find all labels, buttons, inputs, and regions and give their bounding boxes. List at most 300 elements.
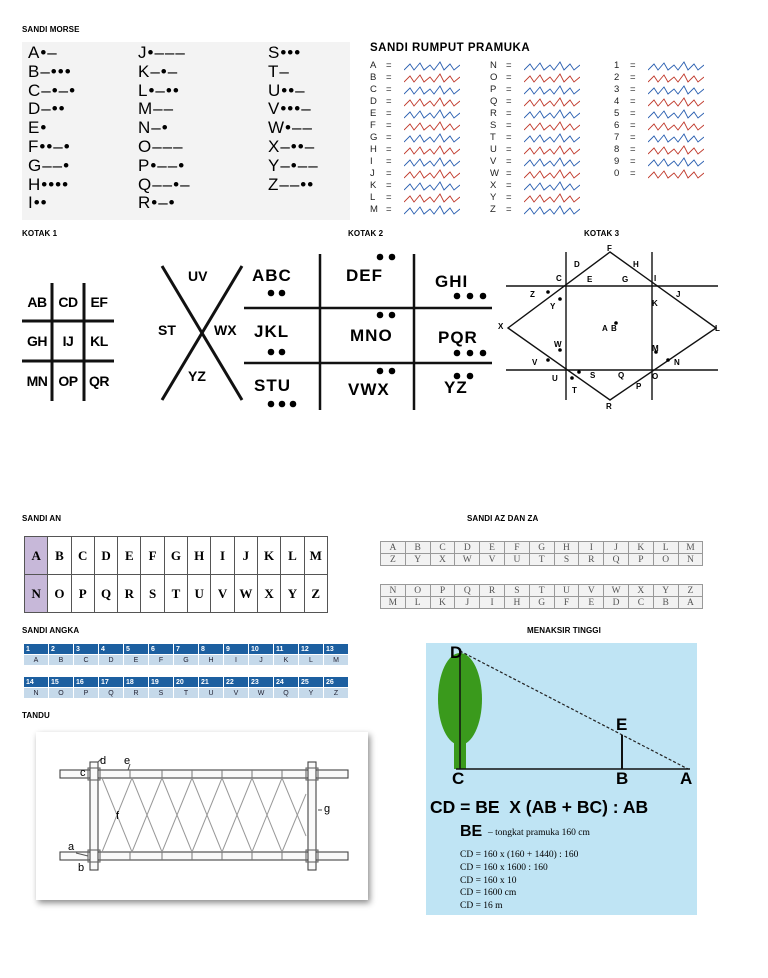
table-cell: X: [628, 585, 653, 597]
rumput-symbol-icon: [524, 193, 580, 203]
kotak-3-letter: U: [552, 374, 558, 383]
tandu-diagram-panel: [36, 732, 368, 900]
rumput-column-2: [490, 60, 580, 216]
rumput-letter: U: [490, 144, 497, 155]
rumput-letter: 7: [614, 132, 620, 143]
rumput-symbol-icon: [648, 109, 704, 119]
tandu-label-c: c: [80, 767, 86, 779]
table-cell: 17: [99, 677, 124, 688]
calc-step: CD = 160 x (160 + 1440) : 160: [460, 850, 579, 860]
table-cell: J: [455, 597, 480, 609]
be-description: – tongkat pramuka 160 cm: [488, 828, 590, 838]
rumput-symbol-icon: [404, 205, 460, 215]
table-cell: L: [281, 537, 304, 575]
table-cell: U: [188, 575, 211, 613]
table-cell: R: [579, 554, 604, 566]
table-cell: H: [188, 537, 211, 575]
rumput-entry: [614, 84, 704, 96]
morse-table: [22, 42, 350, 220]
rumput-symbol-icon: [524, 205, 580, 215]
kotak-3-letter: V: [532, 358, 538, 367]
table-cell: 5: [124, 644, 149, 655]
label-sandi-morse: SANDI MORSE: [22, 25, 80, 34]
tandu-label-g: g: [324, 803, 331, 815]
rumput-equals: =: [630, 72, 636, 83]
rumput-letter: 1: [614, 60, 620, 71]
rumput-letter: 8: [614, 144, 620, 155]
rumput-letter: L: [370, 192, 376, 203]
kotak-1-cell: GH: [27, 333, 47, 349]
rumput-equals: =: [386, 192, 392, 203]
table-cell: X: [257, 575, 280, 613]
kotak-3-letter: P: [636, 382, 642, 391]
rumput-entry: [370, 168, 460, 180]
rumput-equals: =: [386, 96, 392, 107]
kotak-3-letter: D: [574, 260, 580, 269]
tandu-label-d: d: [100, 755, 107, 767]
table-row: [24, 677, 349, 688]
table-cell: 7: [174, 644, 199, 655]
rumput-entry: [490, 204, 580, 216]
rumput-entry: [490, 120, 580, 132]
kotak-2-cell: VWX: [348, 380, 390, 399]
table-cell: P: [430, 585, 455, 597]
table-cell: I: [224, 655, 249, 666]
rumput-equals: =: [506, 180, 512, 191]
rumput-equals: =: [386, 156, 392, 167]
table-cell: D: [455, 542, 480, 554]
table-cell: Z: [324, 688, 349, 699]
tandu-label-f: f: [116, 810, 120, 822]
morse-entry: H••••: [28, 174, 70, 194]
table-cell: 15: [49, 677, 74, 688]
table-cell: F: [554, 597, 579, 609]
rumput-entry: [490, 144, 580, 156]
kotak-3-letter: G: [622, 275, 629, 284]
table-cell: A: [381, 542, 406, 554]
rumput-letter: I: [370, 156, 373, 167]
label-menaksir-tinggi: MENAKSIR TINGGI: [527, 626, 601, 635]
kotak-3-letter: O: [652, 372, 659, 381]
morse-entry: N–•: [138, 118, 169, 138]
table-cell: B: [49, 655, 74, 666]
rumput-equals: =: [506, 144, 512, 155]
rumput-equals: =: [386, 168, 392, 179]
table-cell: K: [628, 542, 653, 554]
morse-entry: O–––: [138, 136, 184, 156]
table-cell: 23: [249, 677, 274, 688]
rumput-symbol-icon: [524, 181, 580, 191]
calc-step: CD = 160 x 10: [460, 875, 517, 886]
table-cell: K: [274, 655, 299, 666]
table-cell: I: [211, 537, 234, 575]
morse-column-3: [268, 44, 319, 194]
table-cell: R: [118, 575, 141, 613]
table-cell: R: [480, 585, 505, 597]
rumput-letter: Z: [490, 204, 496, 215]
kotak-1-cell: QR: [89, 373, 109, 389]
rumput-letter: T: [490, 132, 496, 143]
kotak-1-cell: CD: [58, 294, 78, 310]
table-cell: M: [678, 542, 703, 554]
rumput-symbol-icon: [404, 157, 460, 167]
rumput-letter: F: [370, 120, 376, 131]
rumput-entry: [370, 192, 460, 204]
kotak-2-cell: JKL: [254, 322, 290, 341]
table-cell: G: [164, 537, 187, 575]
rumput-equals: =: [386, 132, 392, 143]
rumput-equals: =: [506, 96, 512, 107]
rumput-letter: X: [490, 180, 497, 191]
table-cell: T: [529, 585, 554, 597]
rumput-letter: J: [370, 168, 375, 179]
table-cell: N: [381, 585, 406, 597]
table-row: [381, 542, 703, 554]
rumput-symbol-icon: [404, 169, 460, 179]
table-cell: N: [24, 688, 49, 699]
table-cell: 19: [149, 677, 174, 688]
table-cell: W: [234, 575, 257, 613]
rumput-equals: =: [630, 96, 636, 107]
rumput-equals: =: [506, 72, 512, 83]
table-cell: N: [678, 554, 703, 566]
table-cell: H: [504, 597, 529, 609]
table-cell: J: [604, 542, 629, 554]
rumput-table: [362, 42, 722, 220]
rumput-equals: =: [506, 108, 512, 119]
table-row: [24, 688, 349, 699]
morse-column-2: [138, 44, 191, 213]
rumput-equals: =: [386, 72, 392, 83]
kotak-3-letter: E: [587, 275, 593, 284]
morse-entry: R•–•: [138, 193, 176, 213]
table-cell: Y: [281, 575, 304, 613]
rumput-symbol-icon: [524, 157, 580, 167]
morse-entry: Y–•––: [268, 155, 319, 175]
table-cell: Q: [94, 575, 117, 613]
table-row: [24, 655, 349, 666]
rumput-equals: =: [506, 60, 512, 71]
point-b-label: B: [616, 769, 629, 788]
morse-entry: S•••: [268, 43, 302, 62]
rumput-equals: =: [630, 144, 636, 155]
kotak-3-letter: C: [556, 274, 562, 283]
table-cell: Y: [405, 554, 430, 566]
rumput-letter: H: [370, 144, 377, 155]
table-cell: E: [579, 597, 604, 609]
morse-entry: X–••–: [268, 136, 316, 156]
morse-entry: K–•–: [138, 61, 179, 81]
table-row: [381, 585, 703, 597]
rumput-symbol-icon: [524, 121, 580, 131]
table-row: [25, 537, 328, 575]
table-cell: W: [604, 585, 629, 597]
morse-entry: G––•: [28, 155, 71, 175]
table-cell: F: [141, 537, 164, 575]
rumput-letter: 4: [614, 96, 620, 107]
table-cell: 14: [24, 677, 49, 688]
morse-entry: D–••: [28, 99, 66, 119]
sandi-za-table: [380, 584, 703, 609]
rumput-symbol-icon: [648, 145, 704, 155]
table-cell: X: [430, 554, 455, 566]
calc-step: CD = 16 m: [460, 901, 503, 912]
kotak-2-cell: YZ: [444, 378, 468, 397]
rumput-symbol-icon: [404, 85, 460, 95]
kotak-3-letter: K: [652, 299, 658, 308]
rumput-symbol-icon: [524, 73, 580, 83]
kotak-3-letter: S: [590, 371, 596, 380]
rumput-entry: [370, 60, 460, 72]
rumput-symbol-icon: [404, 193, 460, 203]
table-cell: O: [48, 575, 71, 613]
label-tandu: TANDU: [22, 711, 50, 720]
kotak-2-diagram: [152, 252, 497, 412]
kotak-1-cell: AB: [27, 294, 47, 310]
rumput-letter: N: [490, 60, 497, 71]
table-cell: 21: [199, 677, 224, 688]
rumput-letter: 9: [614, 156, 620, 167]
rumput-entry: [370, 72, 460, 84]
rumput-equals: =: [506, 84, 512, 95]
table-cell: P: [71, 575, 94, 613]
table-cell: U: [504, 554, 529, 566]
table-cell: Y: [653, 585, 678, 597]
rumput-letter: O: [490, 72, 498, 83]
rumput-entry: [370, 156, 460, 168]
calc-step: CD = 1600 cm: [460, 888, 517, 899]
rumput-entry: [490, 168, 580, 180]
table-cell: 18: [124, 677, 149, 688]
morse-entry: J•–––: [138, 43, 186, 62]
rumput-entry: [490, 192, 580, 204]
morse-entry: W•––: [268, 118, 313, 138]
rumput-entry: [490, 60, 580, 72]
kotak-1-cell: KL: [90, 333, 108, 349]
rumput-equals: =: [630, 84, 636, 95]
table-cell: 6: [149, 644, 174, 655]
kotak-3-letter: N: [674, 358, 680, 367]
kotak-3-letter: M: [652, 344, 659, 353]
table-cell: M: [304, 537, 327, 575]
table-cell: 10: [249, 644, 274, 655]
point-e-label: E: [616, 715, 628, 734]
table-cell: L: [653, 542, 678, 554]
morse-entry: I••: [28, 193, 48, 213]
morse-entry: E•: [28, 118, 48, 138]
morse-entry: U••–: [268, 80, 306, 100]
rumput-entry: [370, 84, 460, 96]
rumput-letter: 0: [614, 168, 620, 179]
rumput-equals: =: [386, 84, 392, 95]
rumput-entry: [370, 96, 460, 108]
rumput-entry: [614, 60, 704, 72]
table-cell: W: [455, 554, 480, 566]
rumput-symbol-icon: [524, 169, 580, 179]
morse-entry: C–•–•: [28, 80, 77, 100]
rumput-entry: [490, 132, 580, 144]
rumput-entry: [490, 96, 580, 108]
rumput-symbol-icon: [648, 85, 704, 95]
table-row: [381, 597, 703, 609]
rumput-symbol-icon: [648, 73, 704, 83]
table-cell: 12: [299, 644, 324, 655]
table-cell: D: [604, 597, 629, 609]
rumput-letter: 6: [614, 120, 620, 131]
kotak-3-letter: L: [715, 324, 720, 333]
table-cell: 2: [49, 644, 74, 655]
rumput-entry: [614, 168, 704, 180]
kotak-2-cell: ABC: [252, 266, 292, 285]
kotak-1-diagram: [22, 283, 114, 401]
table-cell: I: [480, 597, 505, 609]
kotak-3-letter: T: [572, 386, 577, 395]
height-diagram: [426, 643, 697, 783]
table-cell: 24: [274, 677, 299, 688]
table-cell: 13: [324, 644, 349, 655]
tandu-label-b: b: [78, 862, 85, 874]
table-cell: O: [405, 585, 430, 597]
table-cell: H: [554, 542, 579, 554]
table-cell: O: [653, 554, 678, 566]
table-cell: D: [94, 537, 117, 575]
rumput-equals: =: [506, 156, 512, 167]
kotak-3-letter: X: [498, 322, 504, 331]
table-cell: K: [430, 597, 455, 609]
table-cell: M: [381, 597, 406, 609]
rumput-equals: =: [386, 144, 392, 155]
table-cell: B: [653, 597, 678, 609]
rumput-letter: R: [490, 108, 497, 119]
rumput-symbol-icon: [648, 121, 704, 131]
kotak-3-letter: H: [633, 260, 639, 269]
table-cell: Y: [299, 688, 324, 699]
rumput-column-3: [614, 60, 704, 180]
table-cell: Z: [678, 585, 703, 597]
table-cell: B: [405, 542, 430, 554]
table-row: [25, 575, 328, 613]
sandi-angka-table: [23, 643, 349, 666]
rumput-entry: [614, 72, 704, 84]
table-cell: E: [118, 537, 141, 575]
rumput-symbol-icon: [648, 97, 704, 107]
rumput-entry: [614, 144, 704, 156]
height-formula: CD = BE X (AB + BC) : AB: [430, 797, 649, 817]
rumput-title: SANDI RUMPUT PRAMUKA: [370, 42, 531, 54]
calc-step: CD = 160 x 1600 : 160: [460, 862, 548, 873]
table-cell: 11: [274, 644, 299, 655]
rumput-symbol-icon: [404, 133, 460, 143]
morse-entry: Z––••: [268, 174, 315, 194]
kotak-3-letter: B: [611, 324, 617, 333]
table-cell: M: [324, 655, 349, 666]
rumput-equals: =: [630, 108, 636, 119]
table-cell: A: [678, 597, 703, 609]
rumput-entry: [370, 144, 460, 156]
rumput-entry: [614, 120, 704, 132]
table-cell: K: [257, 537, 280, 575]
label-kotak-2: KOTAK 2: [348, 229, 384, 238]
kotak-1-cell: OP: [58, 373, 78, 389]
rumput-letter: 3: [614, 84, 620, 95]
table-cell: 9: [224, 644, 249, 655]
tandu-label-a: a: [68, 841, 75, 853]
table-cell: C: [628, 597, 653, 609]
rumput-letter: W: [490, 168, 499, 179]
rumput-symbol-icon: [524, 61, 580, 71]
rumput-symbol-icon: [404, 109, 460, 119]
kotak-2-x-bottom: YZ: [188, 368, 206, 384]
morse-column-1: [28, 44, 76, 213]
rumput-symbol-icon: [404, 145, 460, 155]
point-d-label: D: [450, 643, 463, 662]
table-cell: G: [529, 597, 554, 609]
be-label: BE: [460, 823, 483, 840]
rumput-symbol-icon: [648, 61, 704, 71]
table-cell: V: [480, 554, 505, 566]
table-cell: P: [628, 554, 653, 566]
table-row: [381, 554, 703, 566]
rumput-symbol-icon: [404, 61, 460, 71]
rumput-letter: C: [370, 84, 377, 95]
table-cell: N: [25, 575, 48, 613]
table-cell: 1: [24, 644, 49, 655]
table-cell: W: [249, 688, 274, 699]
rumput-entry: [370, 108, 460, 120]
table-cell: O: [49, 688, 74, 699]
table-cell: 8: [199, 644, 224, 655]
kotak-3-letter: J: [676, 290, 681, 299]
rumput-symbol-icon: [648, 157, 704, 167]
table-cell: S: [141, 575, 164, 613]
rumput-entry: [370, 132, 460, 144]
rumput-letter: B: [370, 72, 377, 83]
morse-entry: P•––•: [138, 155, 186, 175]
table-cell: Q: [99, 688, 124, 699]
kotak-3-letter: Y: [550, 302, 556, 311]
table-cell: 16: [74, 677, 99, 688]
tandu-diagram: [36, 732, 368, 900]
rumput-symbol-icon: [404, 73, 460, 83]
rumput-equals: =: [506, 132, 512, 143]
table-cell: F: [149, 655, 174, 666]
kotak-3-letter: A: [602, 324, 608, 333]
label-sandi-an: SANDI AN: [22, 514, 62, 523]
rumput-entry: [490, 84, 580, 96]
rumput-letter: S: [490, 120, 497, 131]
table-cell: R: [124, 688, 149, 699]
table-cell: S: [504, 585, 529, 597]
table-cell: Q: [604, 554, 629, 566]
rumput-entry: [490, 180, 580, 192]
table-cell: T: [174, 688, 199, 699]
table-cell: C: [71, 537, 94, 575]
rumput-letter: K: [370, 180, 377, 191]
rumput-entry: [490, 72, 580, 84]
table-cell: 26: [324, 677, 349, 688]
kotak-1-cell: MN: [26, 373, 48, 389]
rumput-equals: =: [630, 156, 636, 167]
rumput-symbol-icon: [524, 145, 580, 155]
rumput-entry: [614, 108, 704, 120]
table-cell: 22: [224, 677, 249, 688]
table-cell: Q: [455, 585, 480, 597]
rumput-equals: =: [386, 180, 392, 191]
table-cell: I: [579, 542, 604, 554]
table-cell: A: [24, 655, 49, 666]
table-cell: 3: [74, 644, 99, 655]
table-cell: L: [299, 655, 324, 666]
